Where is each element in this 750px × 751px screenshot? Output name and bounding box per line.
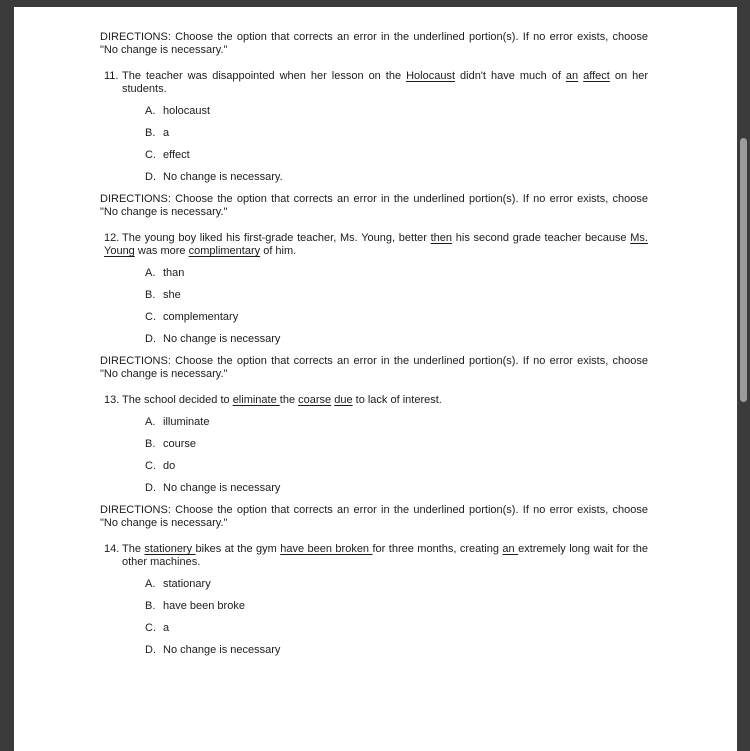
option-row [145,438,648,451]
stem-text: bikes at the gym [195,543,281,555]
option-row [145,482,648,495]
stem-text: of him. [260,245,297,257]
stem-text: on her students. [122,70,648,95]
question-number: 14. [104,543,120,555]
directions-text: DIRECTIONS: Choose the option that corrects an error in the underlined portion(s). If no error exists, choose "No change is necessary." [100,504,648,529]
underlined-text: then [430,232,453,244]
option-row [145,578,648,591]
option-row [145,460,648,473]
question-number: 12. [104,232,120,244]
questions [100,31,648,657]
stem-text: The young boy liked his first-grade teacher, Ms. Young, better [122,232,431,244]
option-row [145,105,648,118]
directions-text: DIRECTIONS: Choose the option that corrects an error in the underlined portion(s). If no error exists, choose "No change is necessary." [100,355,648,380]
option-letter: C. [145,460,156,472]
option-text: than [163,267,185,279]
underlined-text: stationery [144,543,196,555]
document-page [14,7,737,751]
option-text: stationary [163,578,211,590]
options [100,267,648,346]
options [100,105,648,184]
underlined-text: coarse [298,394,332,406]
option-row [145,416,648,429]
option-text: holocaust [163,105,211,117]
option-text: a [163,622,170,634]
option-row [145,622,648,635]
option-letter: B. [145,438,156,450]
underlined-text: affect [583,70,610,82]
option-row [145,149,648,162]
option-row [145,267,648,280]
question-section [100,193,648,346]
stem-text: didn't have much of [455,70,566,82]
option-letter: B. [145,127,156,139]
option-row [145,171,648,184]
question-number: 13. [104,394,120,406]
stem-text: to lack of interest. [352,394,442,406]
stem-text: extremely long wait for the other machines. [122,543,649,568]
option-text: course [163,438,197,450]
options [100,578,648,657]
option-letter: D. [145,644,156,656]
option-letter: C. [145,622,156,634]
question-section [100,31,648,184]
option-text: do [163,460,176,472]
option-text: illuminate [163,416,210,428]
option-text: a [163,127,170,139]
option-letter: D. [145,171,156,183]
underlined-text: due [334,394,353,406]
stem-text: for three months, creating [372,543,503,555]
question-section [100,355,648,495]
directions-text: DIRECTIONS: Choose the option that corrects an error in the underlined portion(s). If no error exists, choose "No change is necessary." [100,31,648,56]
stem-text: The [122,543,145,555]
option-row [145,311,648,324]
stem-text: The teacher was disappointed when her lesson on the [122,70,407,82]
directions-text: DIRECTIONS: Choose the option that corrects an error in the underlined portion(s). If no error exists, choose "No change is necessary." [100,193,648,218]
option-row [145,600,648,613]
option-letter: D. [145,482,156,494]
option-letter: B. [145,289,156,301]
option-text: No change is necessary [163,482,281,494]
options [100,416,648,495]
option-row [145,333,648,346]
stem-text: was more [134,245,189,257]
stem-text: The school decided to [122,394,233,406]
underlined-text: complimentary [188,245,261,257]
question-stem [100,394,648,407]
option-letter: C. [145,311,156,323]
question-stem [100,543,648,569]
question-stem [100,232,648,258]
question-stem [100,70,648,96]
option-letter: C. [145,149,156,161]
scrollbar-track[interactable] [737,0,750,751]
option-letter: A. [145,416,156,428]
underlined-text: Holocaust [406,70,456,82]
underlined-text: have been broken [280,543,373,555]
option-letter: D. [145,333,156,345]
underlined-text: Ms. Young [104,232,648,257]
option-text: have been broke [163,600,245,612]
option-row [145,289,648,302]
scrollbar-thumb[interactable] [740,138,747,402]
stem-text: the [279,394,299,406]
option-letter: A. [145,578,156,590]
option-letter: A. [145,105,156,117]
underlined-text: eliminate [232,394,280,406]
option-text: effect [163,149,190,161]
option-row [145,644,648,657]
option-text: No change is necessary [163,333,281,345]
option-text: complementary [163,311,239,323]
option-letter: B. [145,600,156,612]
option-text: No change is necessary. [163,171,283,183]
underlined-text: an [502,543,519,555]
stem-text: his second grade teacher because [452,232,631,244]
question-number: 11. [104,70,119,82]
question-section [100,504,648,657]
option-letter: A. [145,267,156,279]
option-text: she [163,289,181,301]
option-row [145,127,648,140]
option-text: No change is necessary [163,644,281,656]
underlined-text: an [565,70,579,82]
